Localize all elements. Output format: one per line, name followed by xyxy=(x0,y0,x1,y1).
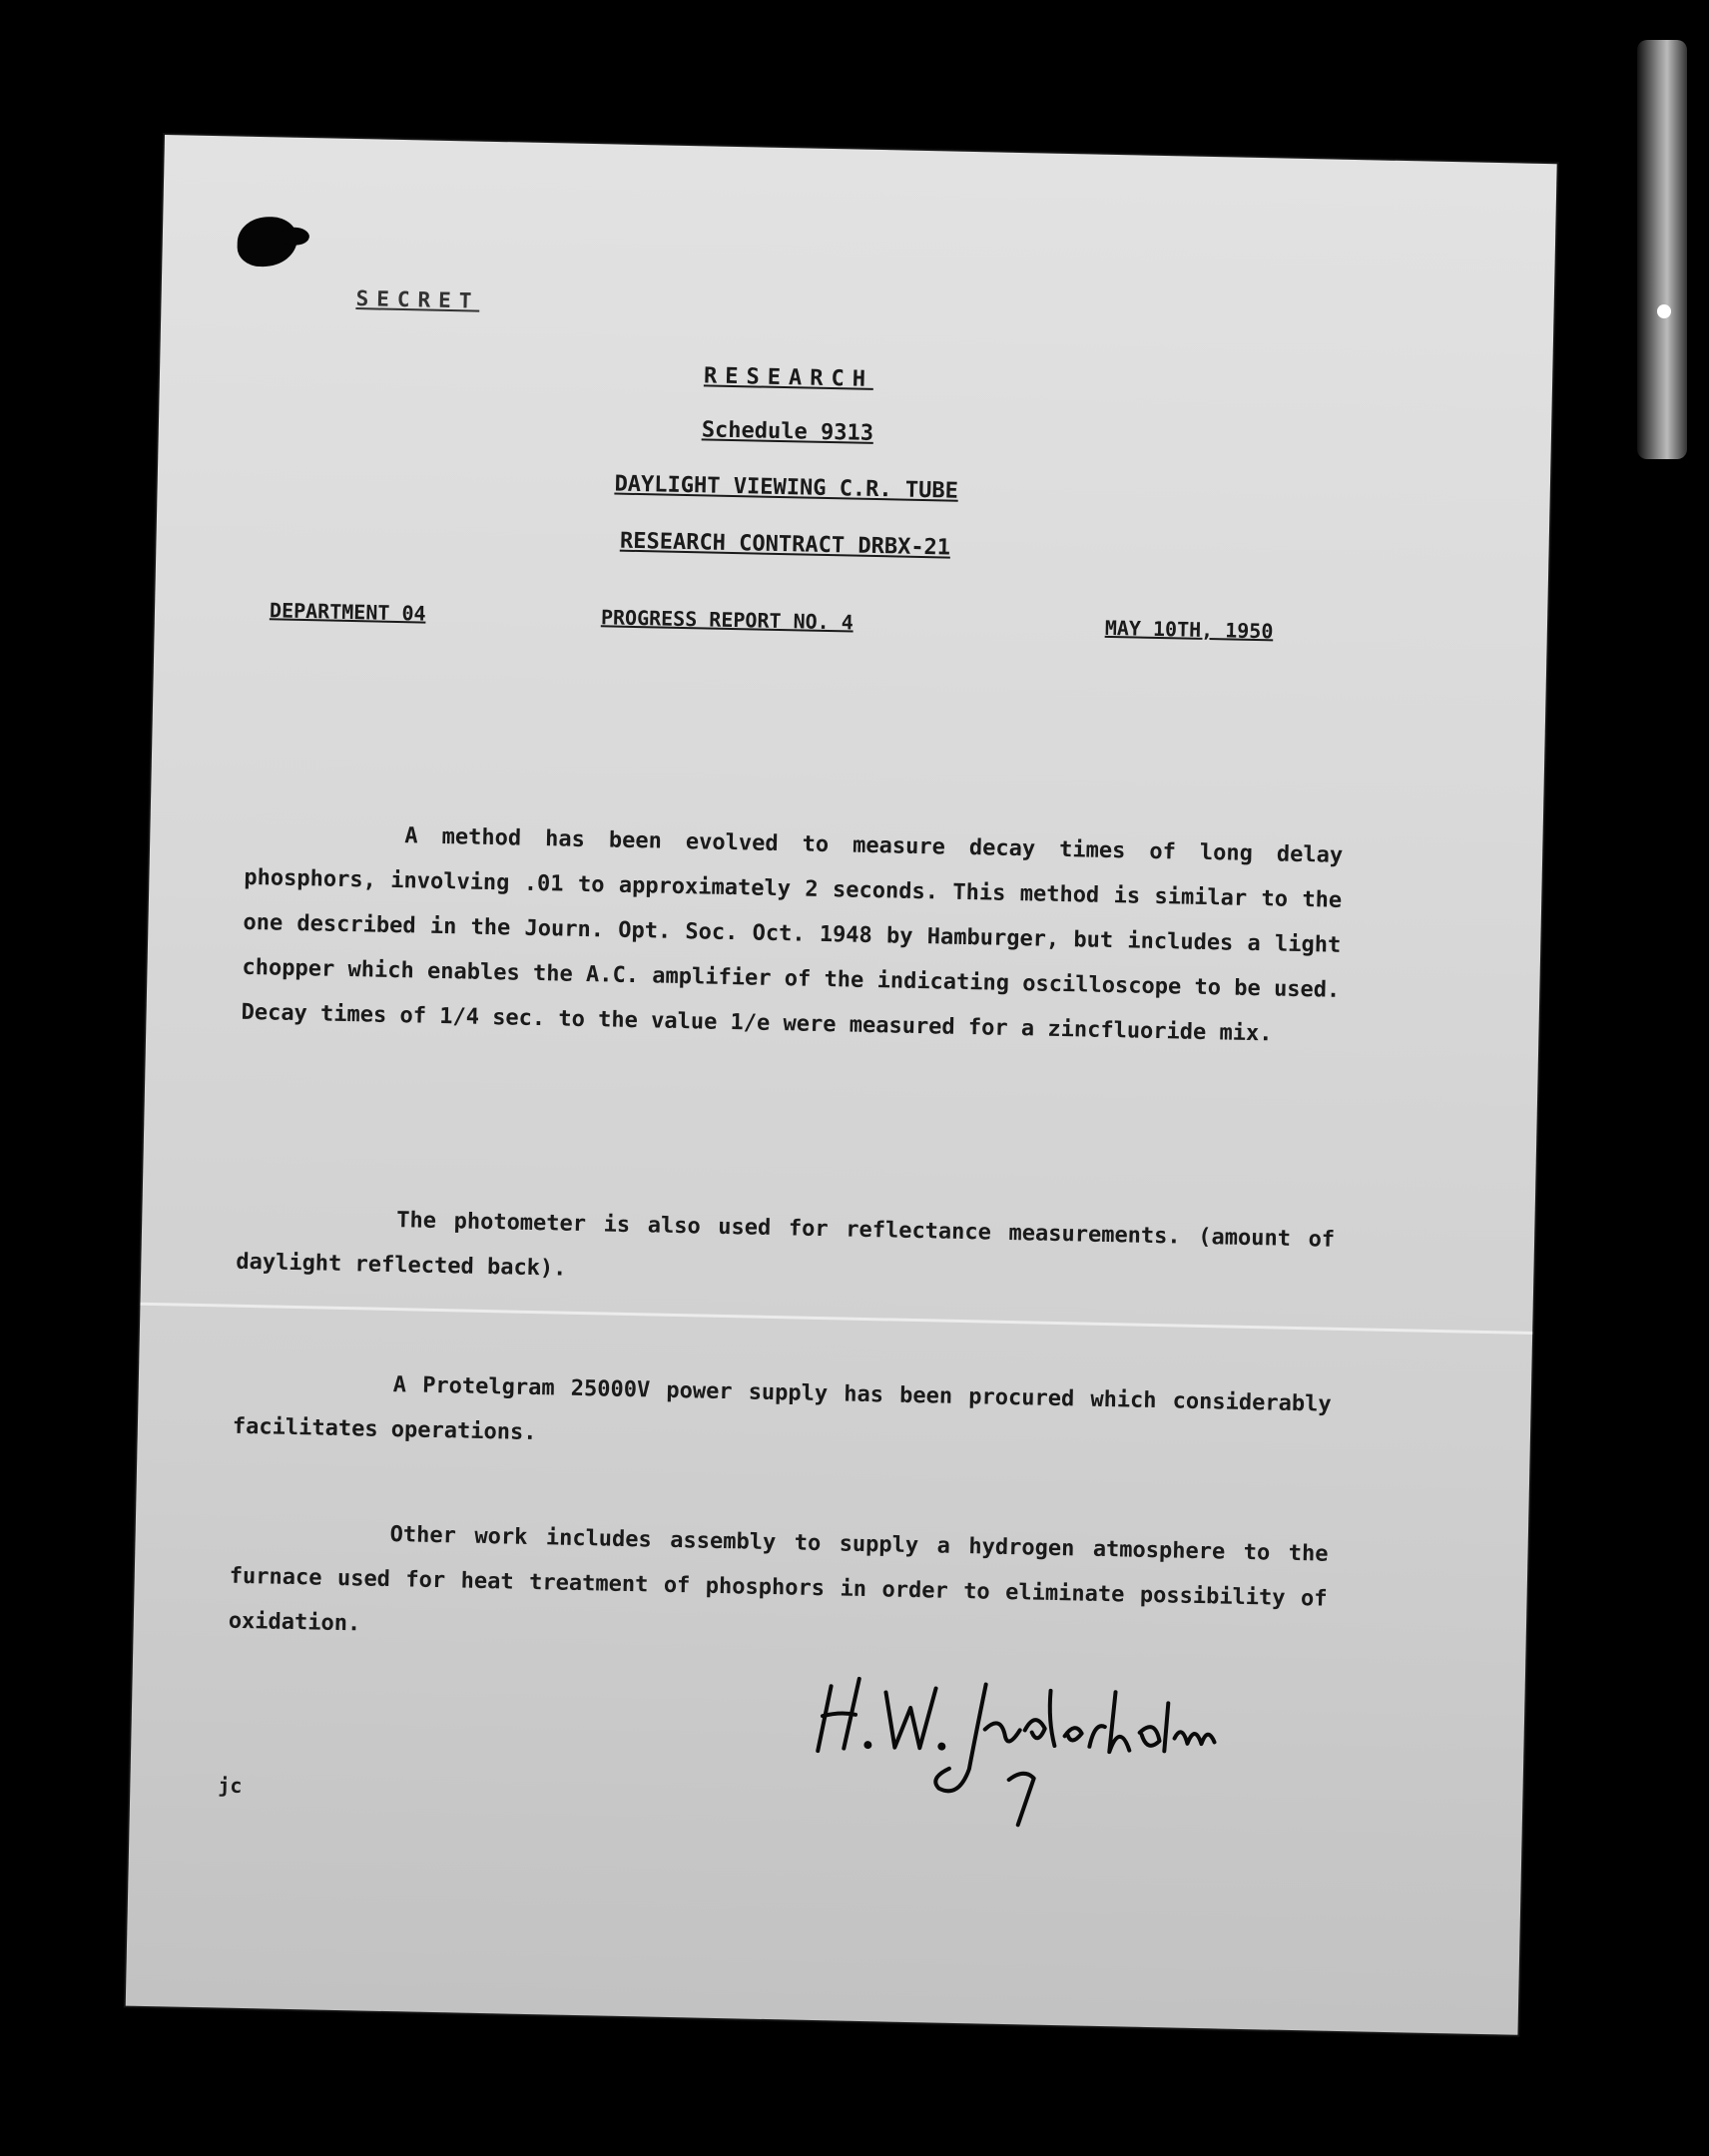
paragraph-text: A method has been evolved to measure decay times of long delay phosphors, involving .01 to approximately 2 seconds. This method is similar to the one described in the Journ. Opt. Soc. Oct. 1948 by Hamburger, but includes a light chopper which enables the A.C. amplifier of the indicating oscilloscope to be used. Decay times of 1/4 sec. to the value 1/e were measured for a zincfluoride mix. xyxy=(241,823,1344,1047)
handwritten-signature xyxy=(809,1656,1231,1835)
film-edge-strip xyxy=(1637,40,1687,459)
paragraph-power-supply xyxy=(232,1359,1332,1472)
film-edge-mark xyxy=(1657,304,1671,318)
typist-initials: jc xyxy=(218,1773,243,1798)
paragraph-photometer xyxy=(236,1195,1336,1308)
paragraph-other-work xyxy=(228,1509,1329,1667)
report-number: PROGRESS REPORT NO. 4 xyxy=(600,605,854,635)
paragraph-decay-method xyxy=(241,810,1343,1058)
report-date: MAY 10TH, 1950 xyxy=(1104,615,1274,644)
heading-schedule: Schedule 9313 xyxy=(701,417,874,446)
heading-research: RESEARCH xyxy=(703,363,874,392)
paragraph-text: A Protelgram 25000V power supply has been procured which considerably facilitates operations. xyxy=(232,1372,1332,1446)
paragraph-text: Other work includes assembly to supply a hydrogen atmosphere to the furnace used for heat treatment of phosphors in order to eliminate possibility of oxidation. xyxy=(228,1522,1329,1637)
paragraph-text: The photometer is also used for reflectance measurements. (amount of daylight reflected back). xyxy=(236,1208,1336,1282)
document-page xyxy=(126,135,1557,2035)
classification-label: SECRET xyxy=(355,286,480,313)
ink-blot xyxy=(237,217,297,268)
department-label: DEPARTMENT 04 xyxy=(269,598,426,626)
heading-subject: DAYLIGHT VIEWING C.R. TUBE xyxy=(614,471,959,504)
heading-contract: RESEARCH CONTRACT DRBX-21 xyxy=(619,528,951,561)
